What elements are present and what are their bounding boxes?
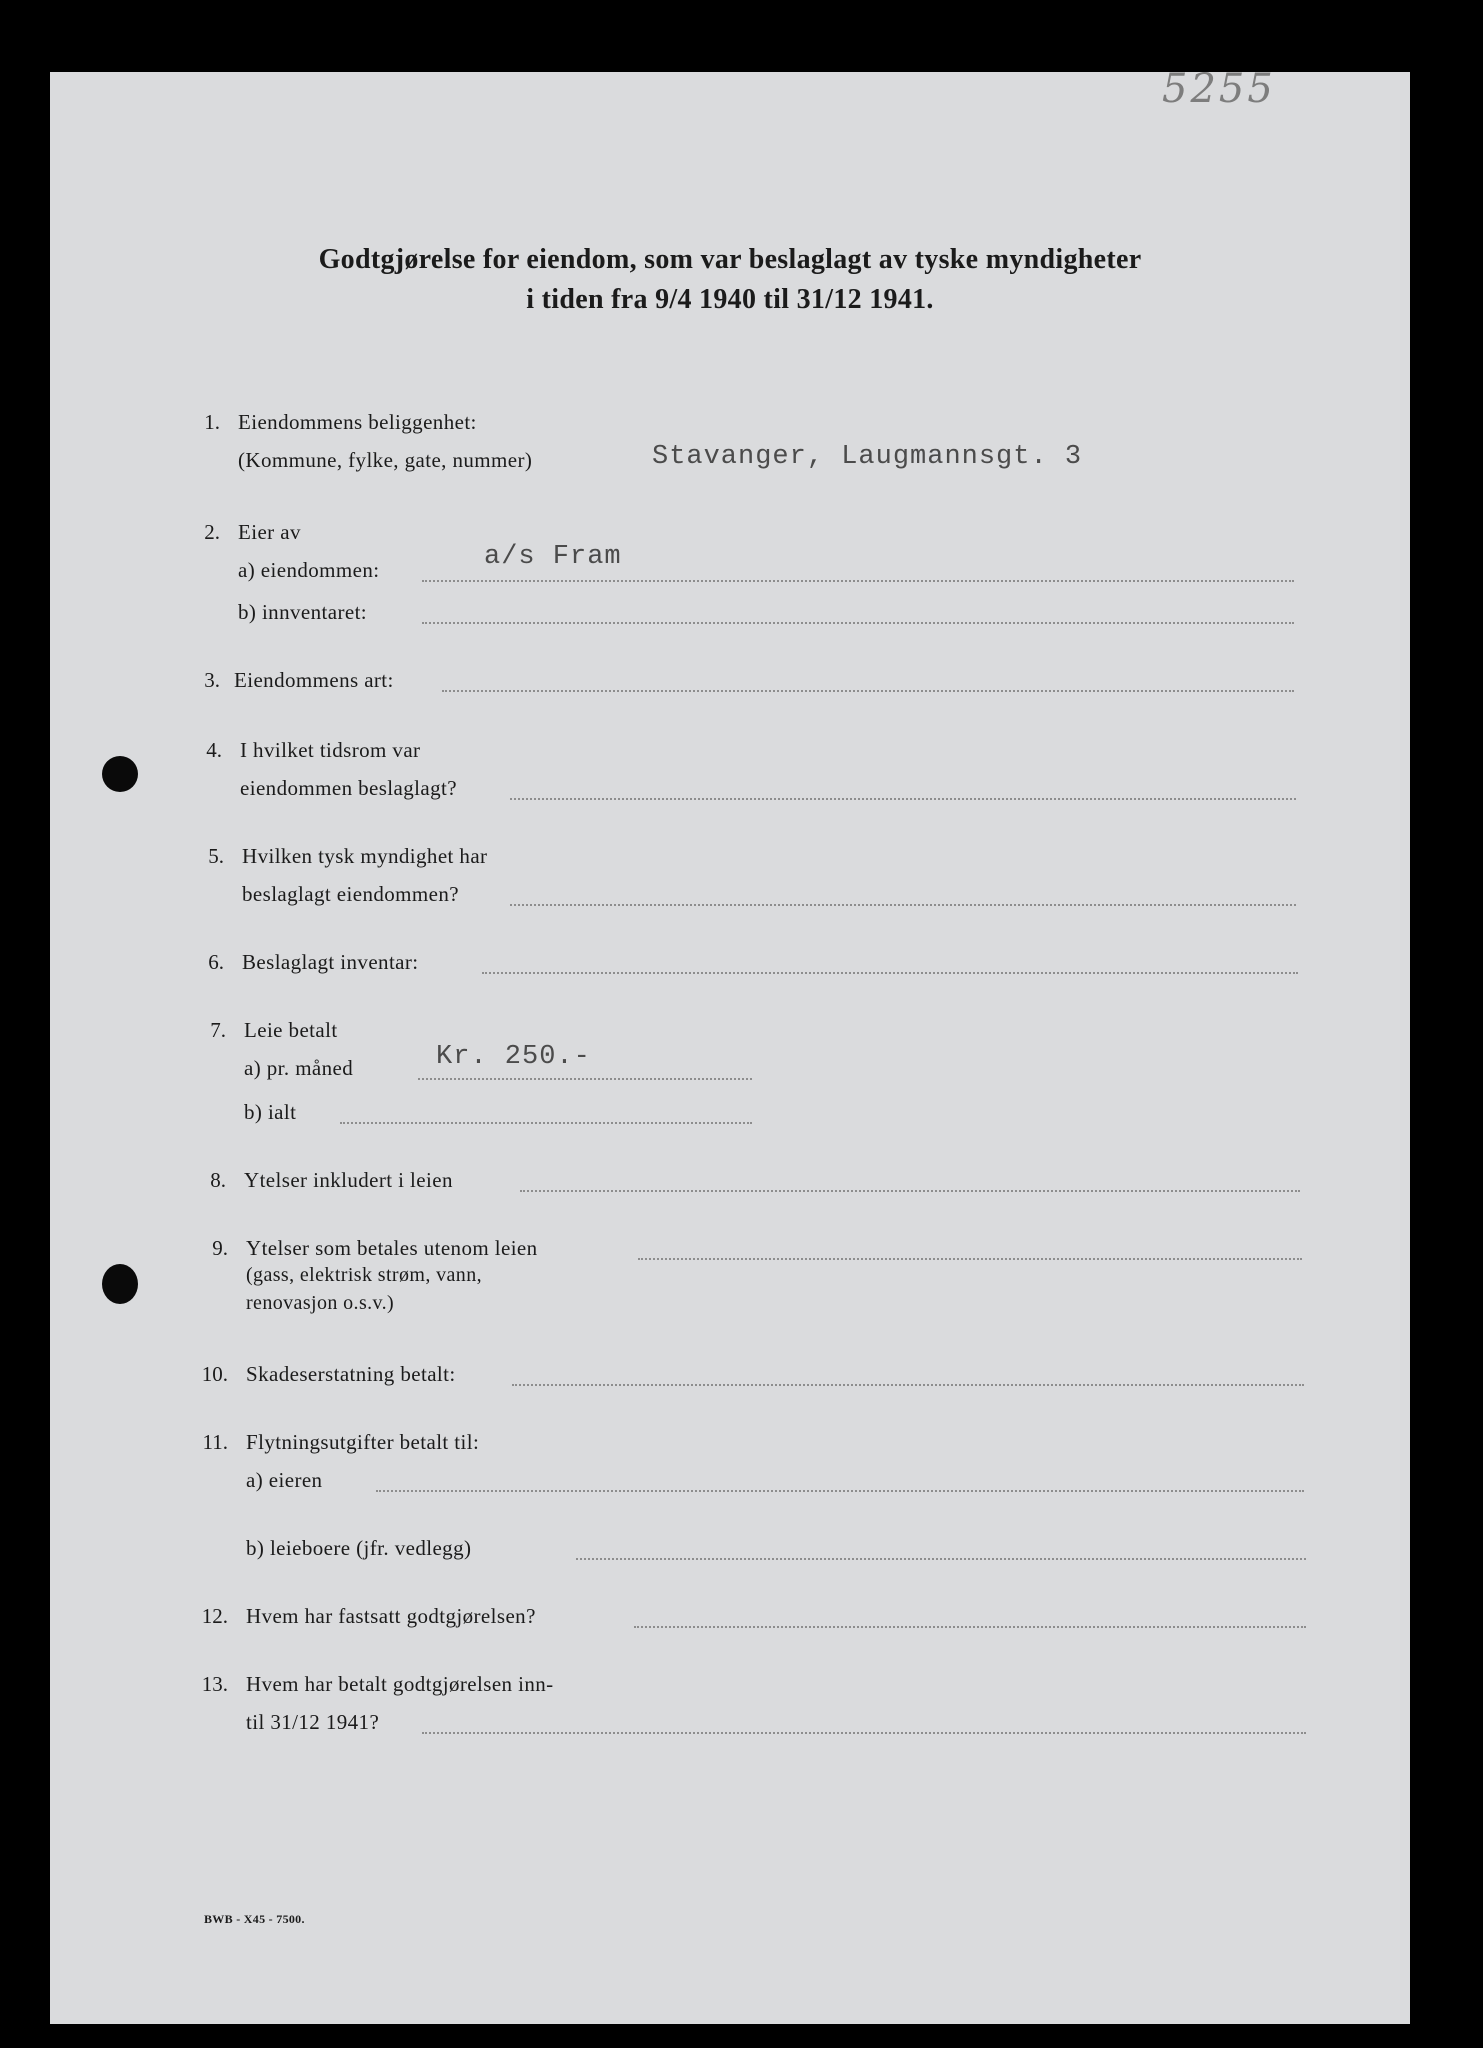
item-11-label: Flytningsutgifter betalt til: [246, 1430, 480, 1454]
item-11b-answer-line [576, 1558, 1306, 1560]
item-number-5: 5. [208, 844, 224, 868]
printer-footer-code: BWB - X45 - 7500. [204, 1912, 305, 1926]
item-5-label: Hvilken tysk myndighet har [242, 844, 488, 868]
item-1-label: Eiendommens beliggenhet: [238, 410, 477, 434]
handwritten-stamp-number: 5255 [1162, 66, 1276, 112]
item-9-sublabel-1: (gass, elektrisk strøm, vann, [246, 1264, 483, 1286]
item-number-4: 4. [206, 738, 222, 762]
item-5-sublabel: beslaglagt eiendommen? [242, 882, 459, 906]
item-4-sublabel: eiendommen beslaglagt? [240, 776, 457, 800]
item-number-8: 8. [210, 1168, 226, 1192]
item-3-answer-line [442, 690, 1294, 692]
item-11b-label: b) leieboere (jfr. vedlegg) [246, 1536, 472, 1560]
item-2a-label: a) eiendommen: [238, 558, 380, 582]
item-4-answer-line [510, 798, 1296, 800]
item-2b-answer-line [422, 622, 1294, 624]
item-11a-label: a) eieren [246, 1468, 323, 1492]
item-number-3: 3. [204, 668, 220, 692]
punch-hole-lower [102, 1264, 138, 1304]
item-10-label: Skadeserstatning betalt: [246, 1362, 456, 1386]
item-7a-label: a) pr. måned [244, 1056, 354, 1080]
item-2-label: Eier av [238, 520, 301, 544]
item-number-12: 12. [201, 1604, 228, 1628]
item-number-6: 6. [208, 950, 224, 974]
item-4-label: I hvilket tidsrom var [240, 738, 421, 762]
item-2a-answer-line [422, 580, 1294, 582]
item-number-13: 13. [201, 1672, 228, 1696]
item-10-answer-line [512, 1384, 1304, 1386]
item-13-sublabel: til 31/12 1941? [246, 1710, 380, 1734]
form-title-line-2: i tiden fra 9/4 1940 til 31/12 1941. [526, 284, 934, 315]
form-page [50, 66, 1410, 2024]
item-9-sublabel-2: renovasjon o.s.v.) [246, 1292, 395, 1314]
item-7b-label: b) ialt [244, 1100, 297, 1124]
item-5-answer-line [510, 904, 1296, 906]
item-11a-answer-line [376, 1490, 1304, 1492]
item-8-label: Ytelser inkludert i leien [244, 1168, 453, 1192]
item-1-answer[interactable]: Stavanger, Laugmannsgt. 3 [652, 442, 1083, 472]
item-1-sublabel: (Kommune, fylke, gate, nummer) [238, 448, 533, 472]
item-6-label: Beslaglagt inventar: [242, 950, 419, 974]
item-7b-answer-line [340, 1122, 752, 1124]
item-9-answer-line [638, 1258, 1302, 1260]
item-7a-answer-line [418, 1078, 752, 1080]
item-12-label: Hvem har fastsatt godtgjørelsen? [246, 1604, 536, 1628]
item-number-9: 9. [212, 1236, 228, 1260]
item-12-answer-line [634, 1626, 1306, 1628]
item-number-2: 2. [204, 520, 220, 544]
item-number-10: 10. [201, 1362, 228, 1386]
item-number-1: 1. [204, 410, 220, 434]
form-title-line-1: Godtgjørelse for eiendom, som var beslaglagt av tyske myndigheter [318, 244, 1142, 275]
item-6-answer-line [482, 972, 1298, 974]
item-number-11: 11. [202, 1430, 228, 1454]
item-number-7: 7. [210, 1018, 226, 1042]
item-7a-answer[interactable]: Kr. 250.- [436, 1042, 591, 1072]
item-7-label: Leie betalt [244, 1018, 338, 1042]
item-2a-answer[interactable]: a/s Fram [484, 542, 622, 572]
item-9-label: Ytelser som betales utenom leien [246, 1236, 538, 1260]
item-13-label: Hvem har betalt godtgjørelsen inn- [246, 1672, 554, 1696]
item-8-answer-line [520, 1190, 1300, 1192]
item-2b-label: b) innventaret: [238, 600, 368, 624]
punch-hole-upper [102, 756, 138, 792]
item-3-label: Eiendommens art: [234, 668, 394, 692]
item-13-answer-line [422, 1732, 1306, 1734]
